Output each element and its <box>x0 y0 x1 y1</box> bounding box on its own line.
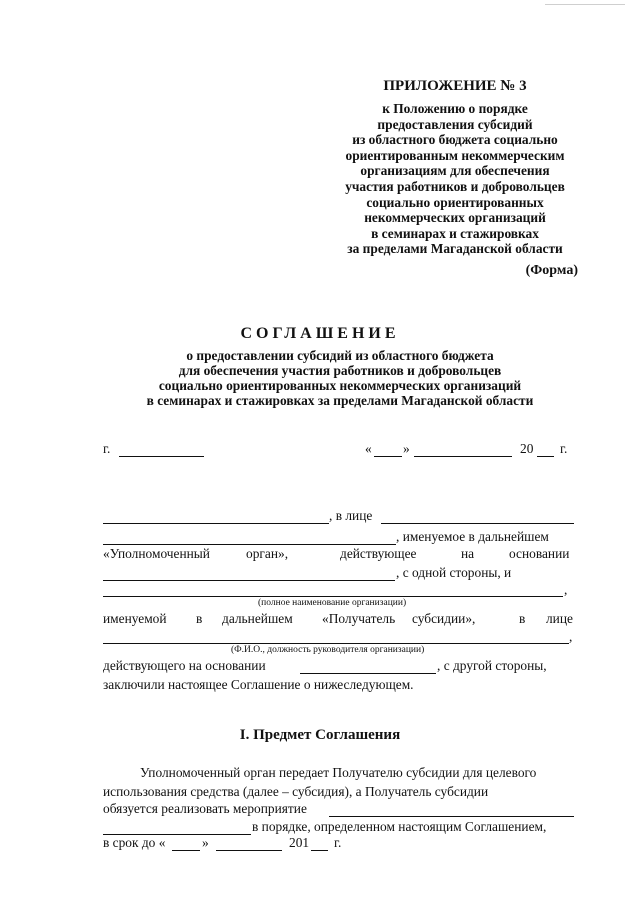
organization-head-field[interactable] <box>103 629 569 644</box>
deadline-year-prefix: 201 <box>289 835 310 850</box>
organization-name-field[interactable] <box>103 582 563 597</box>
concluded-text: заключили настоящее Соглашение о нижеследующем. <box>103 677 414 692</box>
organ-word: орган», <box>246 546 289 561</box>
city-field[interactable] <box>119 441 204 457</box>
date-quote-open: « <box>365 441 372 456</box>
scan-artifact-line <box>545 4 625 5</box>
on-word: на <box>461 546 475 561</box>
authorized-basis-field[interactable] <box>103 565 395 581</box>
named-word: лице <box>546 611 573 626</box>
annex-line: социально ориентированных <box>366 194 544 210</box>
day-field[interactable] <box>374 441 402 457</box>
annex-line: за пределами Магаданской области <box>347 241 563 257</box>
one-side-text: , с одной стороны, и <box>396 565 512 580</box>
form-label: (Форма) <box>525 263 578 278</box>
subtitle-line: для обеспечения участия работников и добровольцев <box>178 363 502 378</box>
deadline-year-suffix: г. <box>334 835 342 850</box>
event-name-continued-field[interactable] <box>103 819 251 835</box>
year-field[interactable] <box>537 441 554 457</box>
annex-line: организациям для обеспечения <box>360 163 550 179</box>
acting-word: действующее <box>340 546 417 561</box>
annex-line: к Положению о порядке <box>382 101 528 116</box>
organization-caption: (полное наименование организации) <box>258 598 407 608</box>
deadline-month-field[interactable] <box>216 835 282 851</box>
subtitle-line: в семинарах и стажировках за пределами Магаданской области <box>146 393 534 408</box>
section1-paragraph-line: в порядке, определенном настоящим Соглашением, <box>252 819 547 834</box>
in-person-text: , в лице <box>329 508 373 523</box>
hereinafter-text: , именуемое в дальнейшем <box>396 529 549 544</box>
section1-paragraph-line: использования средства (далее – субсидия), а Получатель субсидии <box>103 784 489 799</box>
section1-paragraph-line: обязуется реализовать мероприятие <box>103 801 307 816</box>
annex-line: участия работников и добровольцев <box>345 178 565 194</box>
annex-line: некоммерческих организаций <box>364 210 546 226</box>
recipient-basis-field[interactable] <box>300 658 436 674</box>
deadline-prefix: в срок до « <box>103 835 166 850</box>
annex-line: из областного бюджета социально <box>352 132 558 148</box>
year-suffix: г. <box>560 441 568 456</box>
annex-line: предоставления субсидий <box>377 116 533 132</box>
authorized-body-representative-field[interactable] <box>381 508 574 524</box>
subtitle-line: социально ориентированных некоммерческих организаций <box>158 378 522 393</box>
subtitle-line: о предоставлении субсидий из областного бюджета <box>186 348 494 363</box>
deadline-day-field[interactable] <box>172 835 200 851</box>
comma-text: , <box>564 582 568 597</box>
month-field[interactable] <box>414 441 512 457</box>
annex-title: ПРИЛОЖЕНИЕ № 3 <box>383 78 527 94</box>
named-word: дальнейшем <box>222 611 293 626</box>
event-name-field[interactable] <box>329 801 574 817</box>
deadline-quote-close: » <box>202 835 209 850</box>
section1-paragraph-line: Уполномоченный орган передает Получателю субсидии для целевого <box>140 765 537 780</box>
annex-header <box>310 78 600 257</box>
deadline-year-field[interactable] <box>311 835 328 851</box>
authorized-body-word: «Уполномоченный <box>103 546 210 561</box>
annex-line: в семинарах и стажировках <box>371 225 539 241</box>
authorized-body-name-field[interactable] <box>103 508 329 524</box>
comma-text: , <box>569 629 573 644</box>
document-subtitle <box>70 348 610 408</box>
named-word: именуемой <box>103 611 167 626</box>
named-word: «Получатель <box>322 611 396 626</box>
organization-head-caption: (Ф.И.О., должность руководителя организации) <box>231 645 425 655</box>
named-word: субсидии», <box>412 611 476 626</box>
date-quote-close: » <box>403 441 410 456</box>
annex-line: ориентированным некоммерческим <box>345 147 565 163</box>
section-title: I. Предмет Соглашения <box>239 727 401 743</box>
representative-continued-field[interactable] <box>103 529 396 545</box>
other-side-text: , с другой стороны, <box>437 658 547 673</box>
city-prefix: г. <box>103 441 111 456</box>
named-word: в <box>519 611 526 626</box>
named-word: в <box>196 611 203 626</box>
document-title: СОГЛАШЕНИЕ <box>240 325 400 342</box>
basis-word: основании <box>509 546 570 561</box>
year-prefix: 20 <box>520 441 534 456</box>
acting-basis-text: действующего на основании <box>103 658 266 673</box>
